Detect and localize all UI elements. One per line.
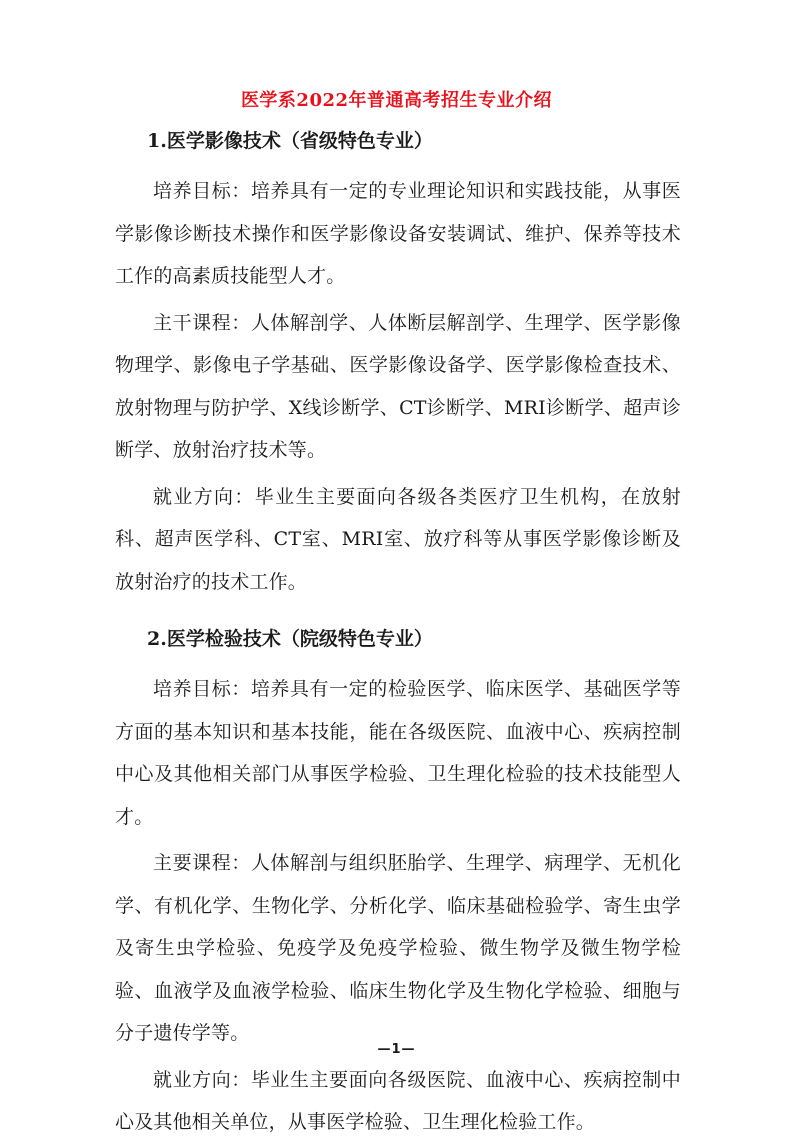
- employment-paragraph: 就业方向：毕业生主要面向各级医院、血液中心、疾病控制中心及其他相关单位，从事医学检验、卫生理化检验工作。: [115, 1068, 681, 1133]
- document-title: 医学系2022年普通高考招生专业介绍: [240, 90, 553, 111]
- training-goal-paragraph: 培养目标：培养具有一定的专业理论知识和实践技能，从事医学影像诊断技术操作和医学影像设备安装调试、维护、保养等技术工作的高素质技能型人才。: [115, 180, 681, 287]
- section-medical-laboratory: [115, 622, 681, 1144]
- training-goal-paragraph: 培养目标：培养具有一定的检验医学、临床医学、基础医学等方面的基本知识和基本技能，能在各级医院、血液中心、疾病控制中心及其他相关部门从事医学检验、卫生理化检验的技术技能型人才。: [115, 678, 681, 828]
- main-courses-paragraph: 主干课程：人体解剖学、人体断层解剖学、生理学、医学影像物理学、影像电子学基础、医学影像设备学、医学影像检查技术、放射物理与防护学、X线诊断学、CT诊断学、MRI诊断学、超声诊断学、放射治疗技术等。: [115, 311, 681, 461]
- employment-paragraph: 就业方向：毕业生主要面向各级各类医疗卫生机构，在放射科、超声医学科、CT室、MRI室、放疗科等从事医学影像诊断及放射治疗的技术工作。: [115, 485, 681, 593]
- section-medical-imaging: [115, 124, 681, 603]
- page-number: —1—: [377, 1042, 416, 1057]
- section-heading: 2.医学检验技术（院级特色专业）: [147, 628, 433, 650]
- section-heading: 1.医学影像技术（省级特色专业）: [147, 130, 433, 152]
- main-courses-paragraph: 主要课程：人体解剖与组织胚胎学、生理学、病理学、无机化学、有机化学、生物化学、分析化学、临床基础检验学、寄生虫学及寄生虫学检验、免疫学及免疫学检验、微生物学及微生物学检验、血液学及血液学检验、临床生物化学及生物化学检验、细胞与分子遗传学等。: [115, 852, 681, 1044]
